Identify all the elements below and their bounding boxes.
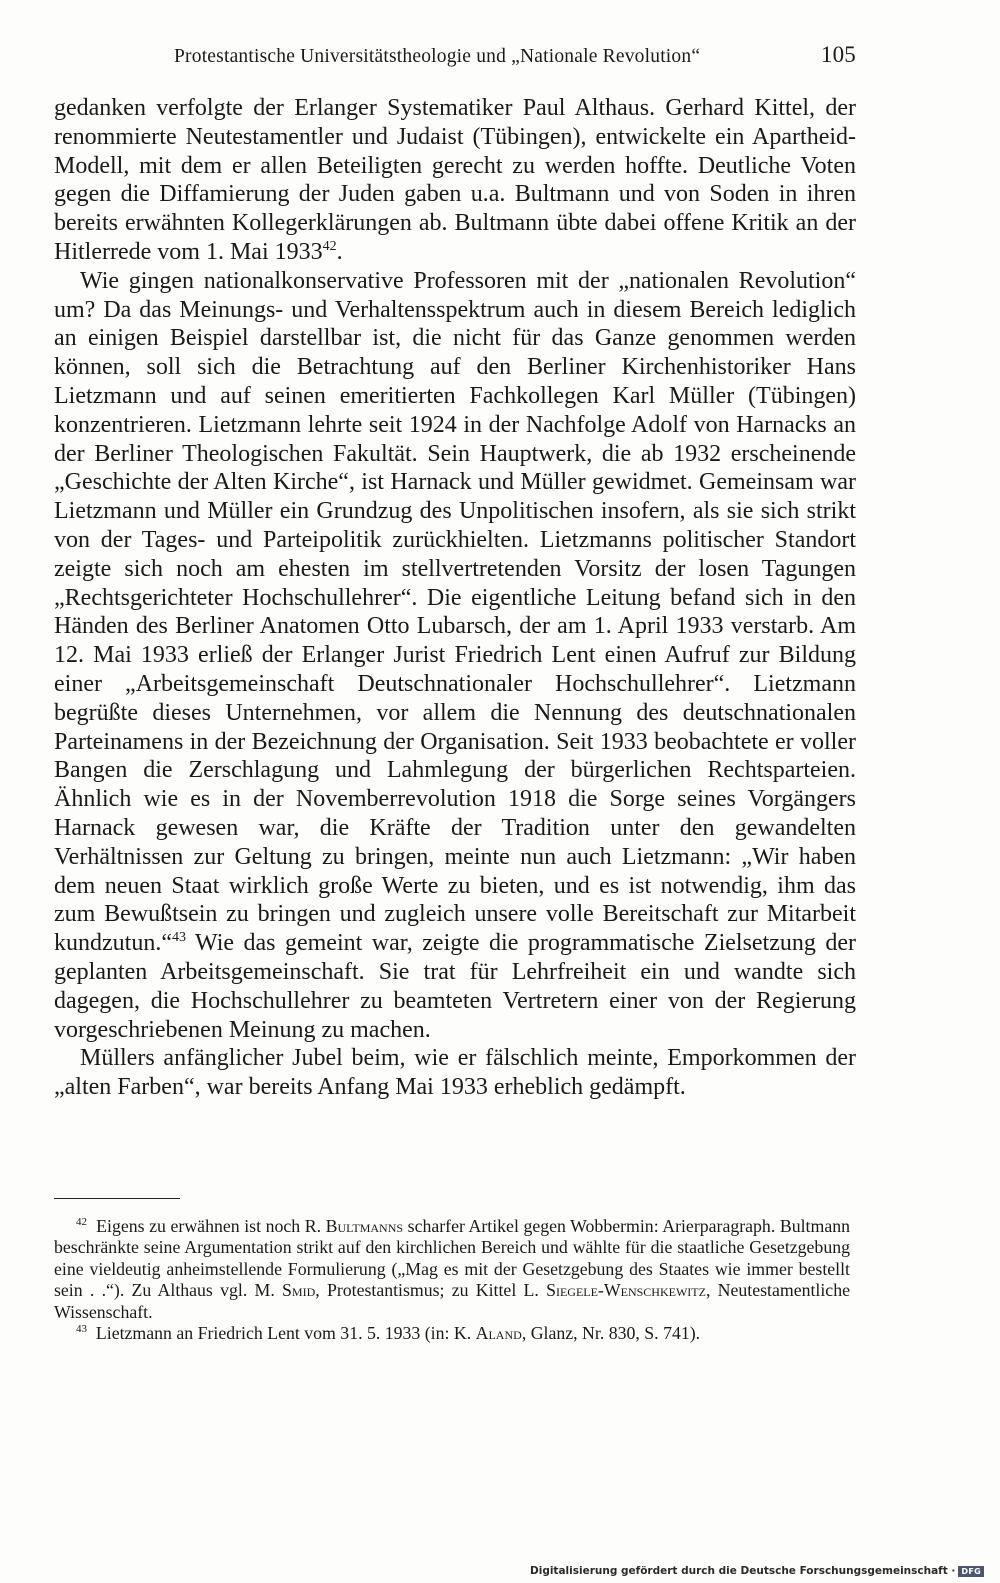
footnote-text: Lietzmann an Friedrich Lent vom 31. 5. 1933 (in: K.: [95, 1323, 476, 1344]
paragraph-1: [54, 94, 856, 267]
running-head: Protestantische Universitätstheologie und „Nationale Revolution“: [174, 46, 701, 67]
footnote-ref-42[interactable]: 42: [322, 238, 337, 254]
footnote-number: 42: [76, 1216, 87, 1228]
paragraph-2-text-a: Wie gingen nationalkonservative Professoren mit der „nationalen Revolution“ um? Da das Meinungs- und Verhaltensspektrum auch in diesem Bereich lediglich an einigen Beispiel darstellbar ist, die nicht für das Ganze genommen werden können, soll sich die Betrachtung auf den Berliner Kirchenhistoriker Hans Lietzmann und auf seinen emeritierten Fachkollegen Karl Müller (Tübingen) konzentrieren. Lietzmann lehrte seit 1924 in der Nachfolge Adolf von Harnacks an der Berliner Theologischen Fakultät. Sein Hauptwerk, die ab 1932 erscheinende „Geschichte der Alten Kirche“, ist Harnack und Müller gewidmet. Gemeinsam war Lietzmann und Müller ein Grundzug des Unpolitischen insofern, als sie sich strikt von der Tages- und Parteipolitik zurückhielten. Lietzmanns politischer Standort zeigte sich noch am ehesten im stellvertretenden Vorsitz der losen Tagungen „Rechtsgerichteter Hochschullehrer“. Die eigentliche Leitung befand sich in den Händen des Berliner Anatomen Otto Lubarsch, der am 1. April 1933 verstarb. Am 12. Mai 1933 erließ der Erlanger Jurist Friedrich Lent einen Aufruf zur Bildung einer „Arbeitsgemeinschaft Deutschnationaler Hochschullehrer“. Lietzmann begrüßte dieses Unternehmen, vor allem die Nennung des deutschnationalen Parteinamens in der Bezeichnung der Organisation. Seit 1933 beobachtete er voller Bangen die Zerschlagung und Lahmlegung der bürgerlichen Rechtsparteien. Ähnlich wie es in der Novemberrevolution 1918 die Sorge seines Vorgängers Harnack gewesen war, die Kräfte der Tradition unter den gewandelten Verhältnissen zur Geltung zu bringen, meinte nun auch Lietzmann: „Wir haben dem neuen Staat wirklich große Werte zu bieten, und es ist notwendig, ihm das zum Bewußtsein zu bringen und zugleich unsere volle Bereitschaft zur Mitarbeit kundzutun.“: [54, 267, 856, 957]
footnote-text: , Neutestamentliche Wissenschaft.: [54, 1280, 850, 1322]
footnote-43: [54, 1323, 850, 1344]
body-text: [54, 94, 856, 1102]
page-header: [174, 42, 856, 72]
footnote-text: scharfer Artikel gegen Wobbermin: Arierparagraph. Bultmann beschränkte seine Argumentation strikt auf den kirchlichen Bereich und wählte für die staatliche Gesetzgebung eine vieldeutig anheimstellende Formulierung („Mag es mit der Gesetzgebung des Staates wie immer bestellt sein . .“). Zu Althaus vgl. M.: [54, 1216, 850, 1301]
footnotes: [54, 1216, 850, 1344]
paragraph-1-end: .: [336, 238, 343, 265]
footnote-number: 43: [76, 1323, 87, 1336]
footnote-divider: [54, 1198, 180, 1199]
credit-text: Digitalisierung gefördert durch die Deutsche Forschungsgemeinschaft ·: [530, 1565, 956, 1577]
paragraph-1-text: gedanken verfolgte der Erlanger Systematiker Paul Althaus. Gerhard Kittel, der renommierte Neutestamentler und Judaist (Tübingen), entwickelte ein Apartheid-Modell, mit dem er allen Beteiligten gerecht zu werden hoffte. Deutliche Voten gegen die Diffamierung der Juden gaben u.a. Bultmann und von Soden in ihren bereits erwähnten Kollegerklärungen ab. Bultmann übte dabei offene Kritik an der Hitlerrede vom 1. Mai 1933: [54, 95, 856, 265]
footnote-text: , Protestantismus; zu Kittel L.: [315, 1280, 547, 1301]
footnote-ref-43[interactable]: 43: [171, 930, 186, 946]
paragraph-2-text-b: Wie das gemeint war, zeigte die programmatische Zielsetzung der geplanten Arbeitsgemeinschaft. Sie trat für Lehrfreiheit ein und wandte sich dagegen, die Hochschullehrer zu beamteten Vertretern einer von der Regierung vorgeschriebenen Meinung zu machen.: [54, 930, 856, 1043]
paragraph-2: [54, 267, 856, 1045]
dfg-logo-icon: DFG: [958, 1566, 984, 1577]
footnote-42: [54, 1216, 850, 1323]
paragraph-3: Müllers anfänglicher Jubel beim, wie er fälschlich meinte, Emporkommen der „alten Farben“, war bereits Anfang Mai 1933 erheblich gedämpft.: [54, 1045, 856, 1101]
page-number: 105: [820, 42, 856, 67]
footnote-text: , Glanz, Nr. 830, S. 741).: [521, 1323, 701, 1344]
digitization-credit: [530, 1565, 984, 1577]
author-name: Siegele-Wenschkewitz: [546, 1280, 706, 1301]
author-name: Aland: [475, 1323, 522, 1344]
author-name: Bultmanns: [325, 1216, 404, 1236]
author-name: Smid: [282, 1280, 316, 1301]
footnote-text: Eigens zu erwähnen ist noch R.: [96, 1216, 326, 1236]
